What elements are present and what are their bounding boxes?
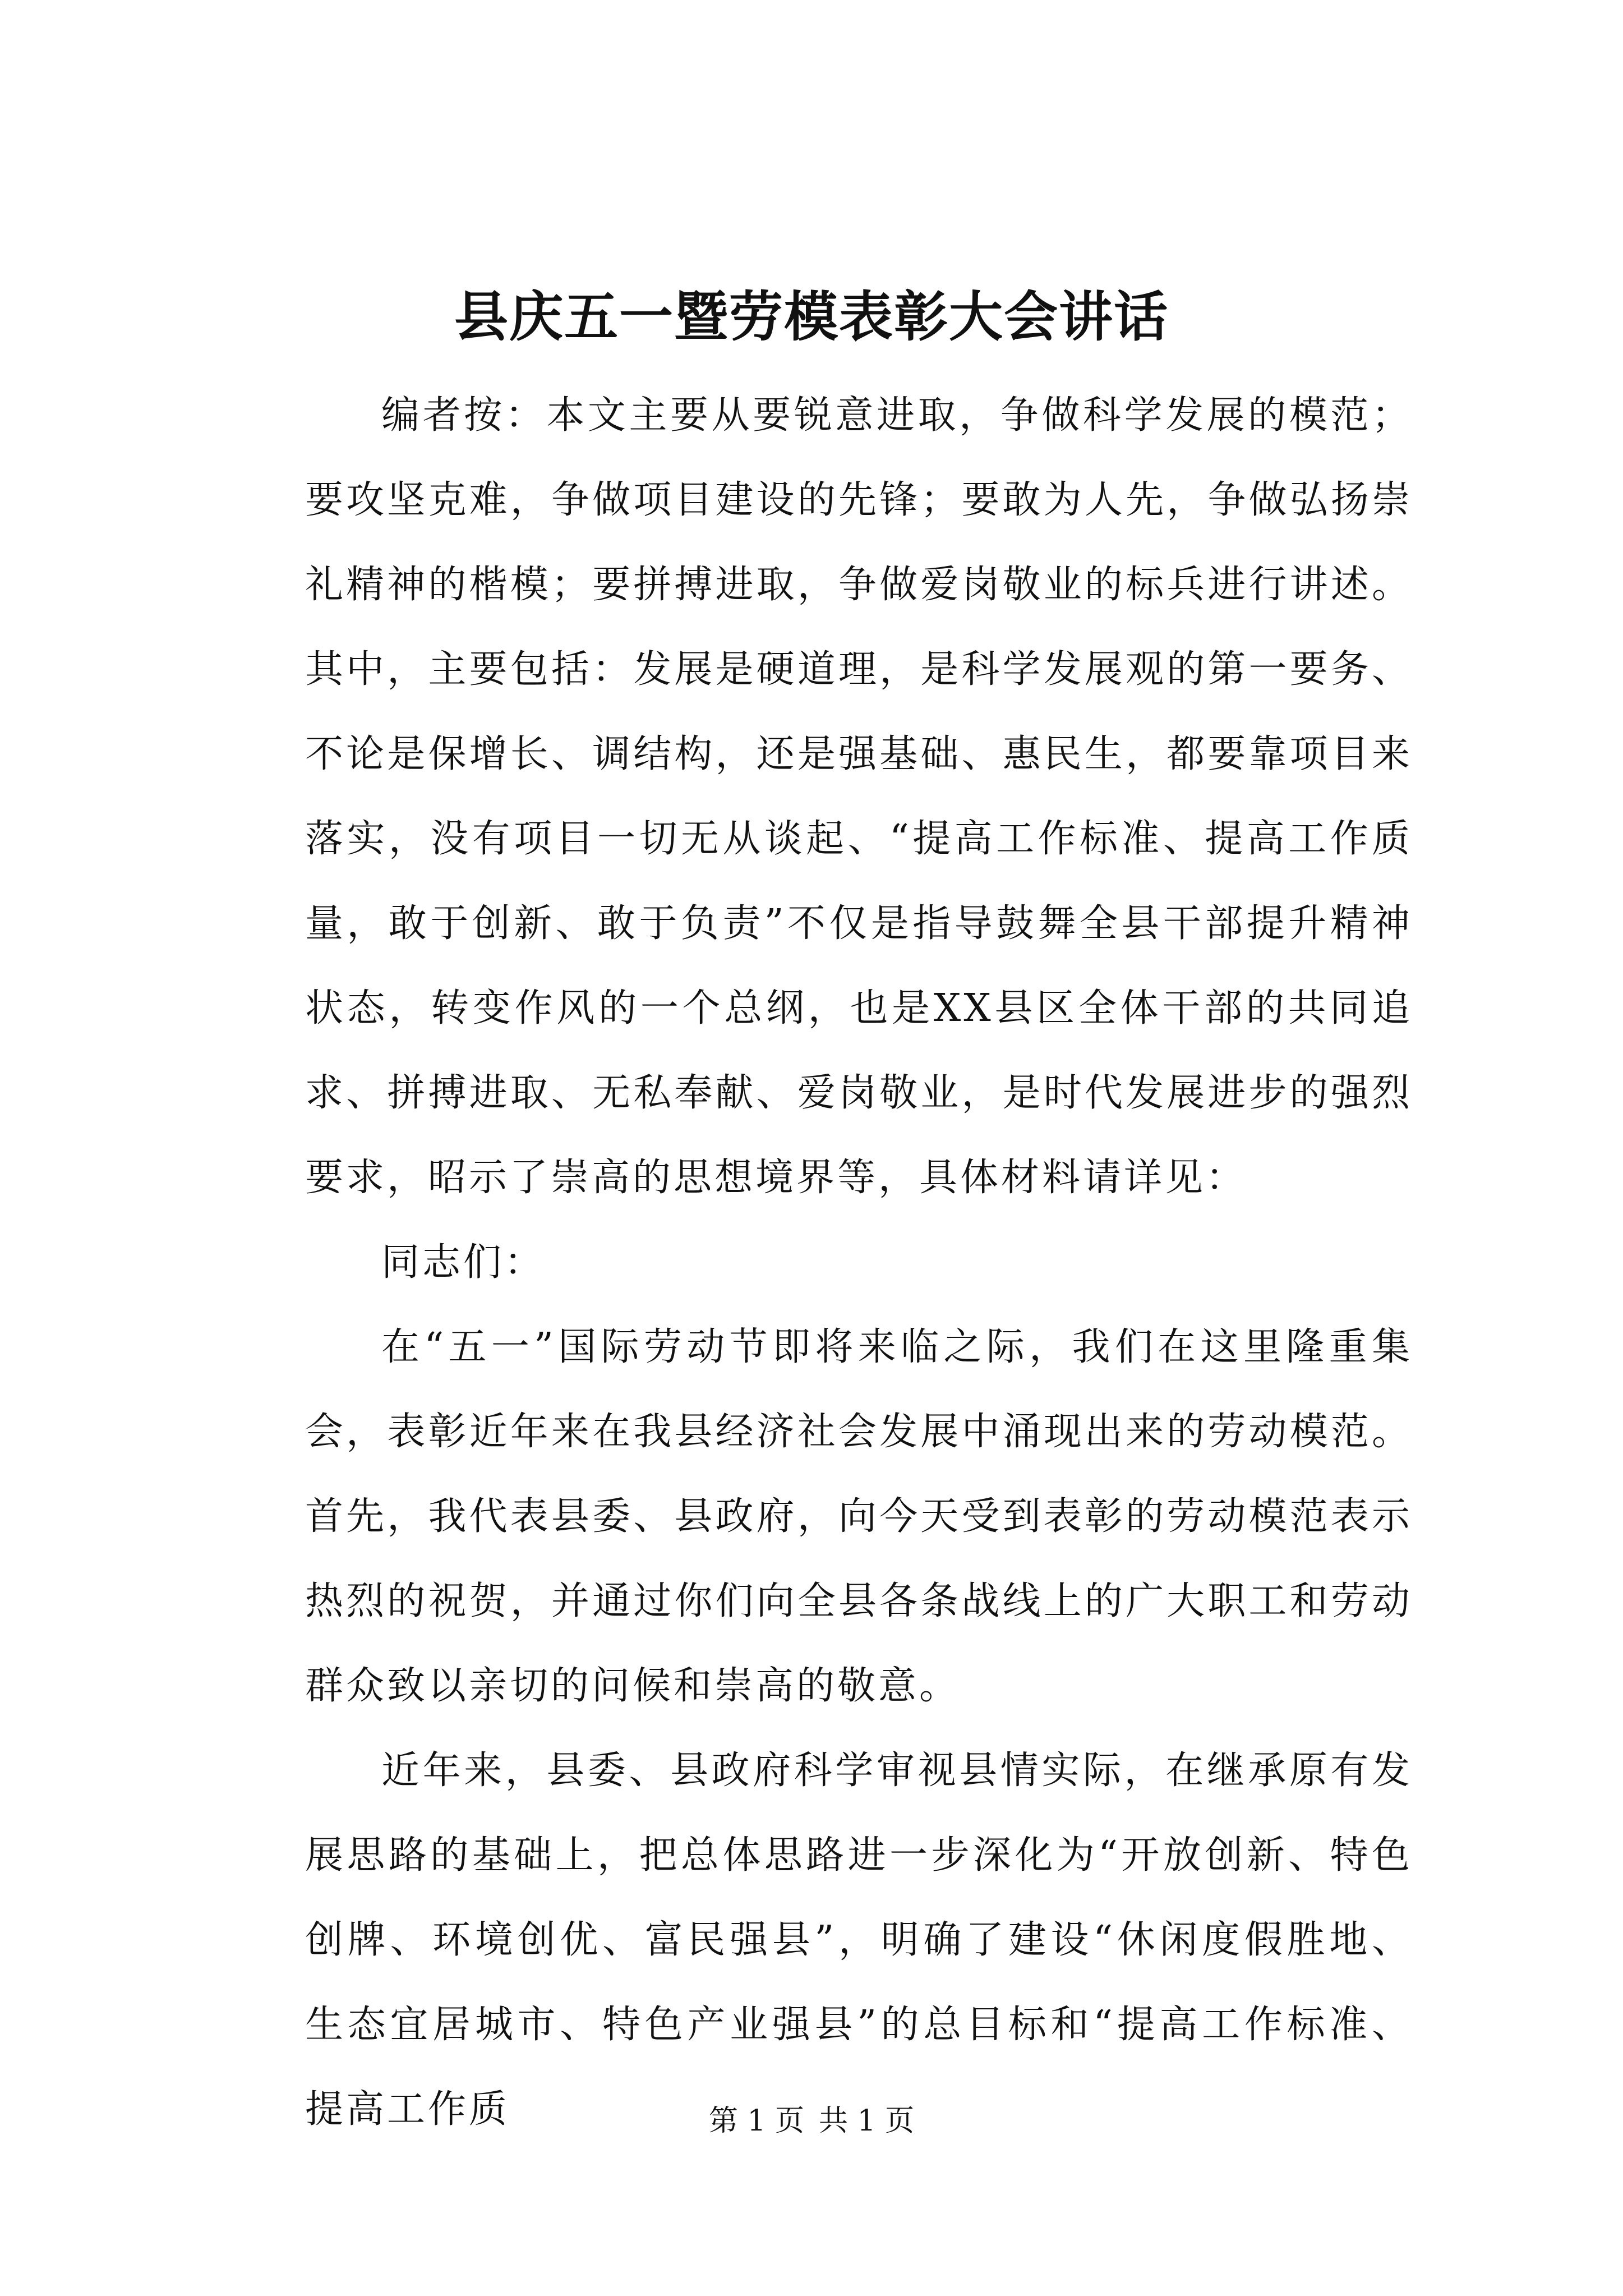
page-number-total: 共 1 页 — [819, 2104, 915, 2138]
page-footer — [0, 2101, 1623, 2141]
page-number-current: 第 1 页 — [708, 2104, 804, 2138]
document-title: 县庆五一暨劳模表彰大会讲话 — [454, 285, 1169, 348]
body-paragraph-2: 近年来，县委、县政府科学审视县情实际，在继承原有发展思路的基础上，把总体思路进一步深化为“开放创新、特色创牌、环境创优、富民强县”，明确了建设“休闲度假胜地、生态宜居城市、特色产业强县”的总目标和“提高工作标准、提高工作质 — [305, 1749, 1413, 2132]
editor-note-paragraph: 编者按：本文主要从要锐意进取，争做科学发展的模范；要攻坚克难，争做项目建设的先锋；要敢为人先，争做弘扬崇礼精神的楷模；要拼搏进取，争做爱岗敬业的标兵进行讲述。其中，主要包括：发展是硬道理，是科学发展观的第一要务、不论是保增长、调结构，还是强基础、惠民生，都要靠项目来落实，没有项目一切无从谈起、“提高工作标准、提高工作质量，敢于创新、敢于负责”不仅是指导鼓舞全县干部提升精神状态，转变作风的一个总纲，也是XX县区全体干部的共同追求、拼搏进取、无私奉献、爱岗敬业，是时代发展进步的强烈要求，昭示了崇高的思想境界等，具体材料请详见： — [305, 393, 1413, 1200]
salutation-paragraph: 同志们： — [381, 1240, 546, 1285]
document-body — [305, 373, 1413, 2152]
body-paragraph-1: 在“五一”国际劳动节即将来临之际，我们在这里隆重集会，表彰近年来在我县经济社会发展中涌现出来的劳动模范。首先，我代表县委、县政府，向今天受到表彰的劳动模范表示热烈的祝贺，并通过你们向全县各条战线上的广大职工和劳动群众致以亲切的问候和崇高的敬意。 — [305, 1325, 1413, 1708]
